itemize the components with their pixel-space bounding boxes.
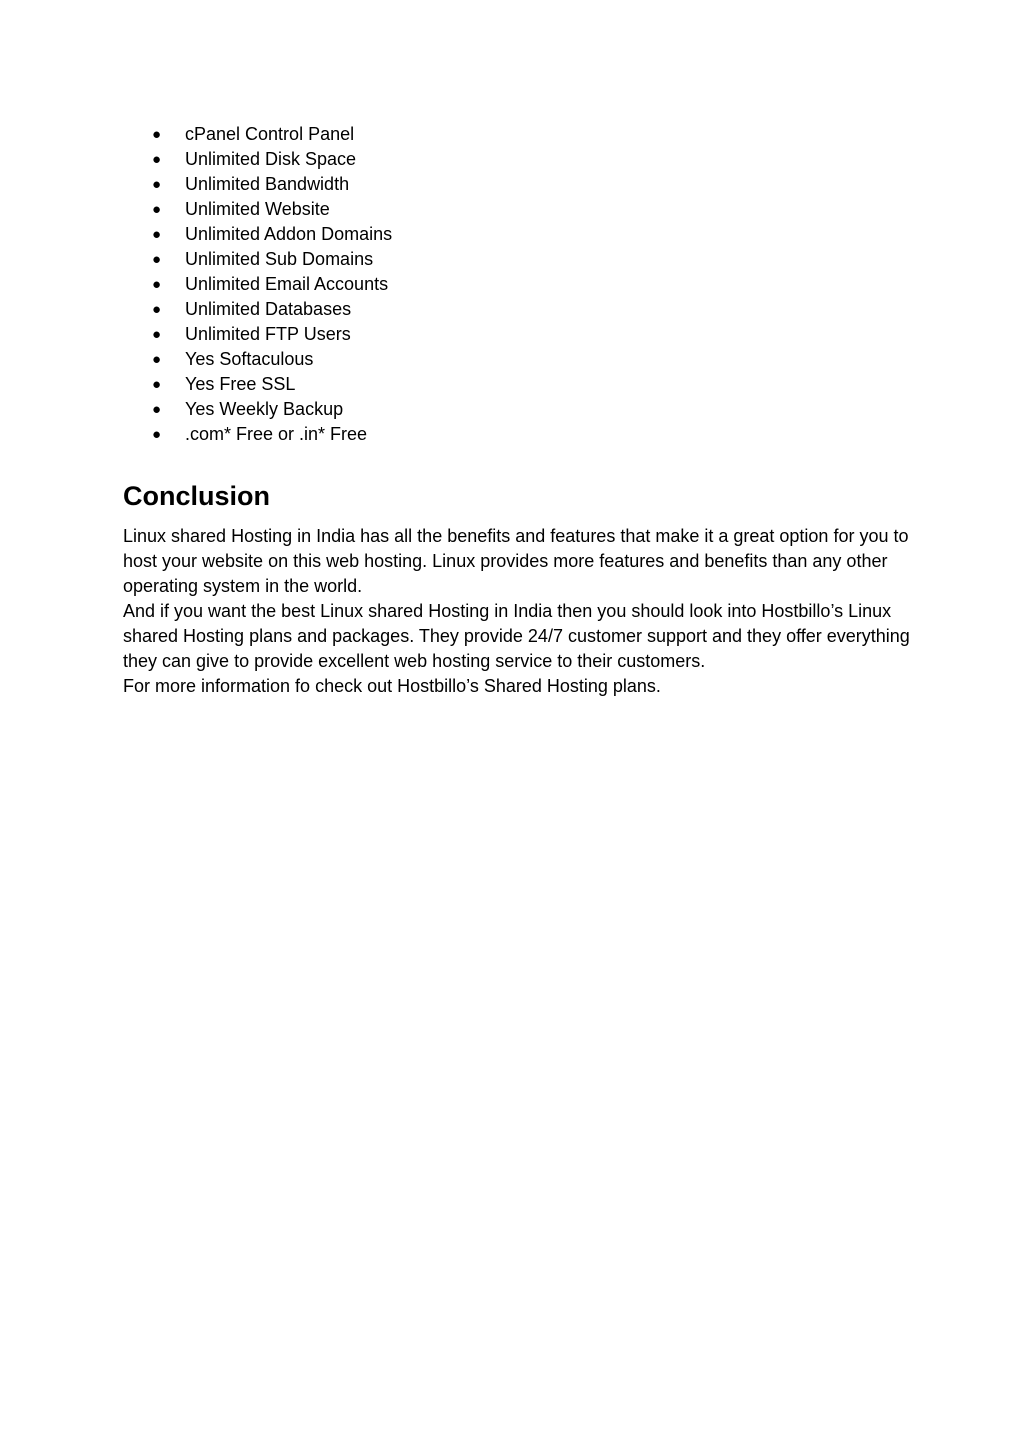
bullet-icon: ● — [152, 376, 162, 393]
list-item — [152, 347, 392, 372]
list-item — [152, 197, 392, 222]
feature-text: Unlimited Sub Domains — [185, 249, 374, 269]
list-item — [152, 322, 392, 347]
list-item — [152, 397, 392, 422]
list-item — [152, 272, 392, 297]
conclusion-paragraph: For more information fo check out Hostbillo’s Shared Hosting plans. — [123, 676, 661, 696]
feature-text: Yes Weekly Backup — [185, 399, 344, 419]
bullet-icon: ● — [152, 226, 162, 243]
list-item — [152, 297, 392, 322]
bullet-icon: ● — [152, 201, 162, 218]
feature-text: Unlimited Email Accounts — [185, 274, 389, 294]
feature-list — [152, 122, 392, 447]
conclusion-paragraph: And if you want the best Linux shared Hosting in India then you should look into Hostbillo’s Linux shared Hosting plans and packages. They provide 24/7 customer support and they offer everything they can give to provide excellent web hosting service to their customers. — [123, 601, 910, 671]
feature-text: Unlimited Disk Space — [185, 149, 357, 169]
list-item — [152, 172, 392, 197]
bullet-icon: ● — [152, 251, 162, 268]
feature-text: Unlimited Bandwidth — [185, 174, 350, 194]
list-item — [152, 422, 392, 447]
list-item — [152, 147, 392, 172]
list-item — [152, 372, 392, 397]
feature-text: Yes Free SSL — [185, 374, 296, 394]
conclusion-paragraph: Linux shared Hosting in India has all the benefits and features that make it a great option for you to host your website on this web hosting. Linux provides more features and benefits than any other operating system in the world. — [123, 526, 909, 596]
bullet-icon: ● — [152, 326, 162, 343]
feature-text: Unlimited Databases — [185, 299, 352, 319]
list-item — [152, 122, 392, 147]
bullet-icon: ● — [152, 176, 162, 193]
feature-text: cPanel Control Panel — [185, 124, 355, 144]
bullet-icon: ● — [152, 126, 162, 143]
bullet-icon: ● — [152, 401, 162, 418]
bullet-icon: ● — [152, 301, 162, 318]
feature-text: Unlimited FTP Users — [185, 324, 351, 344]
conclusion-heading: Conclusion — [123, 481, 270, 511]
list-item — [152, 222, 392, 247]
bullet-icon: ● — [152, 276, 162, 293]
feature-text: Unlimited Addon Domains — [185, 224, 393, 244]
list-item — [152, 247, 392, 272]
feature-text: Yes Softaculous — [185, 349, 314, 369]
bullet-icon: ● — [152, 426, 162, 443]
bullet-icon: ● — [152, 151, 162, 168]
feature-text: .com* Free or .in* Free — [185, 424, 368, 444]
bullet-icon: ● — [152, 351, 162, 368]
conclusion-body — [123, 524, 913, 699]
feature-text: Unlimited Website — [185, 199, 330, 219]
